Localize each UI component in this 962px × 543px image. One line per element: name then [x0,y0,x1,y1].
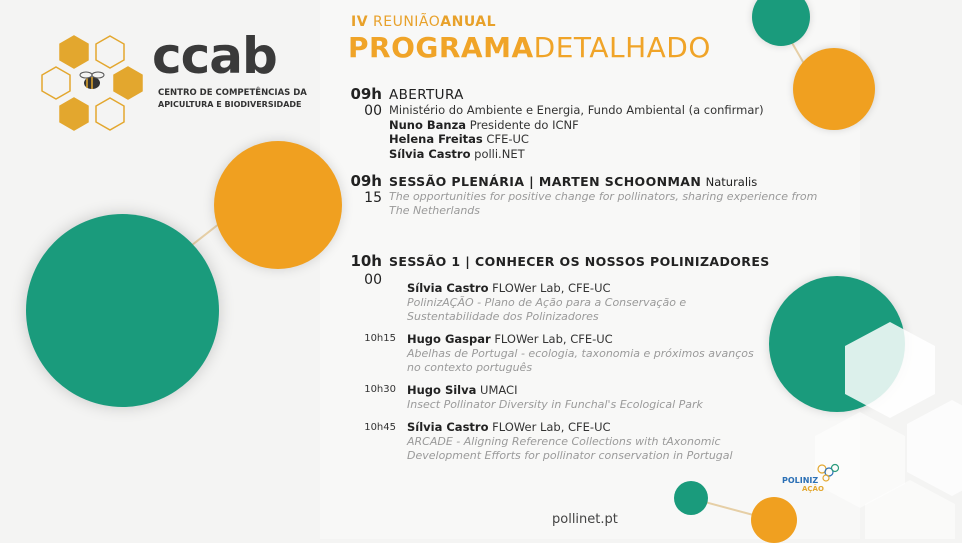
plenaria-org: Naturalis [705,175,758,189]
logo-line2: APICULTURA E BIODIVERSIDADE [158,100,302,109]
speaker-org: polli.NET [474,147,525,161]
title-light: DETALHADO [533,31,711,64]
plenaria-title: SESSÃO PLENÁRIA | MARTEN SCHOONMAN [389,174,702,189]
plenaria-desc: The opportunities for positive change for pollinators, sharing experience from The Netherlands [389,190,818,217]
hexagon-pattern [810,320,962,539]
teal-circle-large [26,214,219,407]
talk-time: 10h15 [364,333,396,344]
polinizacao-badge [782,463,842,493]
speaker-org: FLOWer Lab, CFE-UC [492,420,611,434]
page-title [348,31,711,64]
time-hour: 09h [350,85,382,103]
section-title-abertura: ABERTURA [389,87,464,103]
orange-circle-large [214,141,342,269]
talk-desc: Abelhas de Portugal - ecologia, taxonomia e próximos avanços no contexto português [407,347,754,374]
time-min: 15 [364,190,382,206]
kicker-prefix: IV [351,14,369,30]
kicker-bold: ANUAL [440,14,497,30]
abertura-speaker [389,147,525,162]
talk-desc: ARCADE - Aligning Reference Collections with tAxonomic Development Efforts for pollinator conservation in Portugal [407,435,733,462]
talk-time: 10h30 [364,384,396,395]
footer-url[interactable]: pollinet.pt [552,512,618,527]
talk-speaker [407,332,613,347]
speaker-org: FLOWer Lab, CFE-UC [494,332,613,346]
time-abertura [348,86,382,120]
event-kicker [351,14,496,30]
orange-circle-small [751,497,797,543]
logo-wordmark: ccab [152,27,277,85]
orange-circle-top [793,48,875,130]
section-title-plenaria [389,174,757,189]
speaker-name: Sílvia Castro [389,147,471,161]
speaker-name: Sílvia Castro [407,420,489,434]
talk-speaker [407,420,611,435]
speaker-org: Presidente do ICNF [469,118,579,132]
title-bold: PROGRAMA [348,31,534,64]
abertura-speaker [389,118,579,133]
logo-line1: CENTRO DE COMPETÊNCIAS DA [158,88,307,98]
bee-icon [80,72,104,89]
kicker-light: REUNIÃO [373,14,441,30]
honeycomb-logo-icon [38,34,148,134]
talk-time: 10h45 [364,422,396,433]
speaker-name: Nuno Banza [389,118,467,132]
speaker-org: UMACI [480,383,518,397]
speaker-name: Hugo Silva [407,383,477,397]
badge-line1: POLINIZ [782,476,819,485]
talk-desc: PolinizAÇÃO - Plano de Ação para a Conservação e Sustentabilidade dos Polinizadores [407,296,687,323]
section-title-sessao1: SESSÃO 1 | CONHECER OS NOSSOS POLINIZADORES [389,254,770,269]
time-sessao1 [348,253,382,289]
speaker-name: Helena Freitas [389,132,483,146]
teal-circle-small [674,481,708,515]
talk-speaker [407,281,611,296]
speaker-org: CFE-UC [486,132,529,146]
talk-desc: Insect Pollinator Diversity in Funchal's Ecological Park [407,398,703,411]
badge-line2: AÇÃO [802,485,824,493]
talk-speaker [407,383,517,398]
speaker-org: FLOWer Lab, CFE-UC [492,281,611,295]
time-hour: 10h [350,252,382,270]
time-min: 00 [364,103,382,119]
time-min: 00 [364,272,382,288]
speaker-name: Hugo Gaspar [407,332,491,346]
speaker-name: Sílvia Castro [407,281,489,295]
abertura-line1: Ministério do Ambiente e Energia, Fundo Ambiental (a confirmar) [389,103,764,117]
time-hour: 09h [350,172,382,190]
time-plenaria [348,173,382,207]
abertura-speaker [389,132,529,147]
